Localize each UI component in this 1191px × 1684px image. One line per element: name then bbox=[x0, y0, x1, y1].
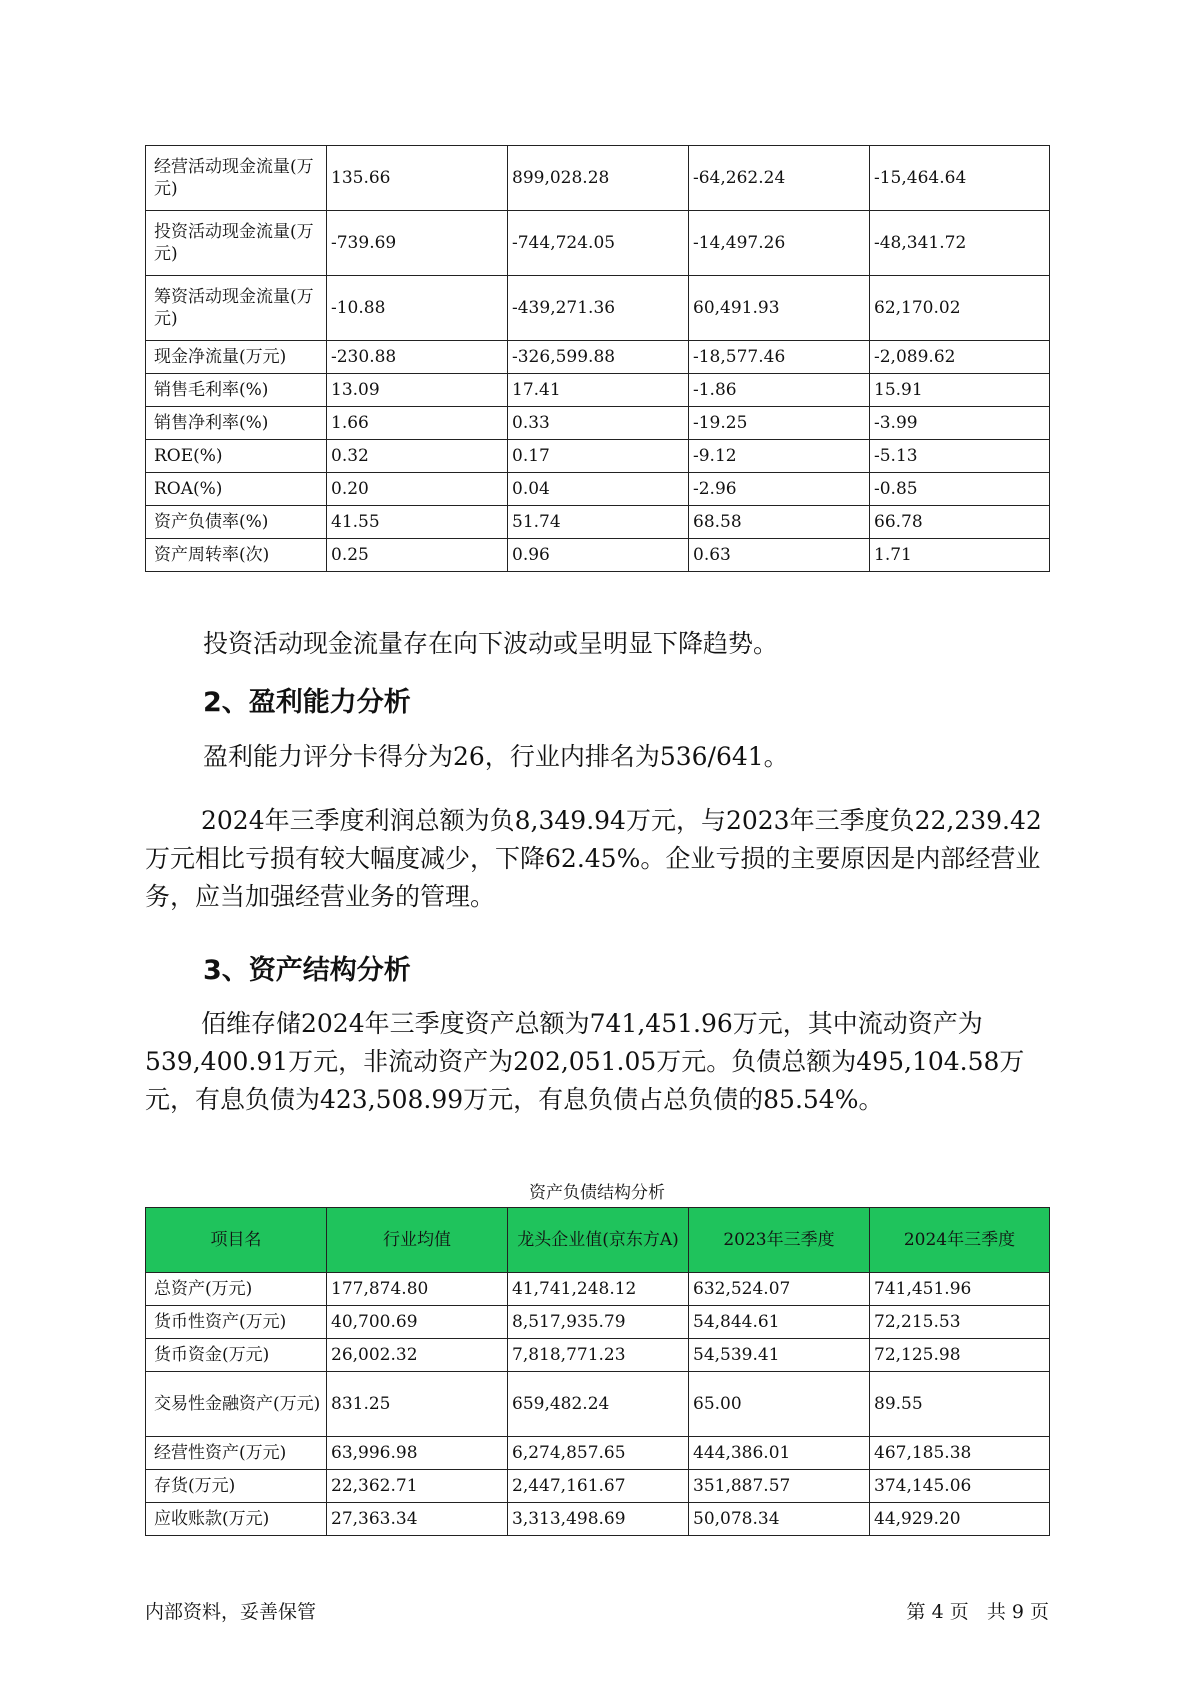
row-label: 总资产(万元) bbox=[146, 1273, 327, 1306]
cell-value: 135.66 bbox=[327, 146, 508, 211]
row-label: 经营性资产(万元) bbox=[146, 1437, 327, 1470]
cell-value: -2.96 bbox=[689, 473, 870, 506]
table-caption: 资产负债结构分析 bbox=[529, 1183, 665, 1203]
cell-value: -744,724.05 bbox=[508, 211, 689, 276]
cell-value: 0.33 bbox=[508, 407, 689, 440]
column-header: 龙头企业值(京东方A) bbox=[508, 1208, 689, 1273]
row-label: 销售净利率(%) bbox=[146, 407, 327, 440]
cell-value: 0.25 bbox=[327, 539, 508, 572]
cell-value: 54,844.61 bbox=[689, 1306, 870, 1339]
table-row bbox=[146, 473, 1050, 506]
table-row bbox=[146, 1306, 1050, 1339]
cell-value: 65.00 bbox=[689, 1372, 870, 1437]
cell-value: 444,386.01 bbox=[689, 1437, 870, 1470]
cell-value: 0.20 bbox=[327, 473, 508, 506]
cell-value: 13.09 bbox=[327, 374, 508, 407]
cell-value: 1.66 bbox=[327, 407, 508, 440]
cell-value: 44,929.20 bbox=[870, 1503, 1050, 1536]
section-heading-asset-structure: 3、资产结构分析 bbox=[203, 955, 411, 986]
table-row bbox=[146, 440, 1050, 473]
asset-liability-structure-table bbox=[145, 1207, 1050, 1536]
cell-value: 62,170.02 bbox=[870, 276, 1050, 341]
cell-value: -9.12 bbox=[689, 440, 870, 473]
cell-value: 0.96 bbox=[508, 539, 689, 572]
cell-value: -5.13 bbox=[870, 440, 1050, 473]
table-row bbox=[146, 1339, 1050, 1372]
cell-value: -18,577.46 bbox=[689, 341, 870, 374]
table-header-row bbox=[146, 1208, 1050, 1273]
investing-trend-paragraph: 投资活动现金流量存在向下波动或呈明显下降趋势。 bbox=[203, 629, 779, 658]
cell-value: 63,996.98 bbox=[327, 1437, 508, 1470]
cell-value: -326,599.88 bbox=[508, 341, 689, 374]
cell-value: 41,741,248.12 bbox=[508, 1273, 689, 1306]
cash-flow-ratio-table bbox=[145, 145, 1050, 572]
section-heading-profitability: 2、盈利能力分析 bbox=[203, 687, 411, 718]
cell-value: 177,874.80 bbox=[327, 1273, 508, 1306]
cell-value: 0.32 bbox=[327, 440, 508, 473]
table-row bbox=[146, 374, 1050, 407]
cell-value: 15.91 bbox=[870, 374, 1050, 407]
cell-value: 1.71 bbox=[870, 539, 1050, 572]
row-label: 资产负债率(%) bbox=[146, 506, 327, 539]
cell-value: 2,447,161.67 bbox=[508, 1470, 689, 1503]
cell-value: -64,262.24 bbox=[689, 146, 870, 211]
table-row bbox=[146, 506, 1050, 539]
cell-value: 51.74 bbox=[508, 506, 689, 539]
cell-value: -3.99 bbox=[870, 407, 1050, 440]
cell-value: 66.78 bbox=[870, 506, 1050, 539]
row-label: 销售毛利率(%) bbox=[146, 374, 327, 407]
cell-value: 659,482.24 bbox=[508, 1372, 689, 1437]
cell-value: 72,215.53 bbox=[870, 1306, 1050, 1339]
table-row bbox=[146, 407, 1050, 440]
cell-value: -0.85 bbox=[870, 473, 1050, 506]
footer-page-number: 第 4 页 共 9 页 bbox=[906, 1601, 1049, 1623]
row-label: 筹资活动现金流量(万元) bbox=[146, 276, 327, 341]
cell-value: 741,451.96 bbox=[870, 1273, 1050, 1306]
cell-value: 0.04 bbox=[508, 473, 689, 506]
cell-value: 68.58 bbox=[689, 506, 870, 539]
cell-value: -48,341.72 bbox=[870, 211, 1050, 276]
cell-value: -10.88 bbox=[327, 276, 508, 341]
table-row bbox=[146, 276, 1050, 341]
row-label: ROE(%) bbox=[146, 440, 327, 473]
column-header: 2024年三季度 bbox=[870, 1208, 1050, 1273]
row-label: 资产周转率(次) bbox=[146, 539, 327, 572]
cell-value: 7,818,771.23 bbox=[508, 1339, 689, 1372]
row-label: 货币资金(万元) bbox=[146, 1339, 327, 1372]
row-label: ROA(%) bbox=[146, 473, 327, 506]
column-header: 行业均值 bbox=[327, 1208, 508, 1273]
row-label: 存货(万元) bbox=[146, 1470, 327, 1503]
table-row bbox=[146, 1273, 1050, 1306]
table-row bbox=[146, 1372, 1050, 1437]
cell-value: -14,497.26 bbox=[689, 211, 870, 276]
cell-value: 40,700.69 bbox=[327, 1306, 508, 1339]
cell-value: 26,002.32 bbox=[327, 1339, 508, 1372]
asset-structure-paragraph: 佰维存储2024年三季度资产总额为741,451.96万元，其中流动资产为539,400.91万元，非流动资产为202,051.05万元。负债总额为495,104.58万元，有息负债为423,508.99万元，有息负债占总负债的85.54%。 bbox=[145, 1009, 1025, 1114]
cell-value: -439,271.36 bbox=[508, 276, 689, 341]
cell-value: 899,028.28 bbox=[508, 146, 689, 211]
cell-value: -19.25 bbox=[689, 407, 870, 440]
cell-value: 0.17 bbox=[508, 440, 689, 473]
cell-value: 60,491.93 bbox=[689, 276, 870, 341]
cell-value: 41.55 bbox=[327, 506, 508, 539]
row-label: 交易性金融资产(万元) bbox=[146, 1372, 327, 1437]
cell-value: 8,517,935.79 bbox=[508, 1306, 689, 1339]
cell-value: 89.55 bbox=[870, 1372, 1050, 1437]
table-row bbox=[146, 539, 1050, 572]
table-row bbox=[146, 1470, 1050, 1503]
cell-value: 17.41 bbox=[508, 374, 689, 407]
cell-value: 0.63 bbox=[689, 539, 870, 572]
cell-value: 54,539.41 bbox=[689, 1339, 870, 1372]
column-header: 2023年三季度 bbox=[689, 1208, 870, 1273]
cell-value: 50,078.34 bbox=[689, 1503, 870, 1536]
cell-value: -230.88 bbox=[327, 341, 508, 374]
table-row bbox=[146, 1503, 1050, 1536]
column-header: 项目名 bbox=[146, 1208, 327, 1273]
cell-value: 467,185.38 bbox=[870, 1437, 1050, 1470]
row-label: 投资活动现金流量(万元) bbox=[146, 211, 327, 276]
row-label: 货币性资产(万元) bbox=[146, 1306, 327, 1339]
cell-value: 632,524.07 bbox=[689, 1273, 870, 1306]
table-row bbox=[146, 1437, 1050, 1470]
cell-value: 374,145.06 bbox=[870, 1470, 1050, 1503]
cell-value: 72,125.98 bbox=[870, 1339, 1050, 1372]
cell-value: 831.25 bbox=[327, 1372, 508, 1437]
cell-value: -739.69 bbox=[327, 211, 508, 276]
table-row bbox=[146, 341, 1050, 374]
cell-value: -1.86 bbox=[689, 374, 870, 407]
profit-detail-paragraph: 2024年三季度利润总额为负8,349.94万元，与2023年三季度负22,239.42万元相比亏损有较大幅度减少，下降62.45%。企业亏损的主要原因是内部经营业务，应当加强经营业务的管理。 bbox=[145, 806, 1042, 911]
cell-value: 22,362.71 bbox=[327, 1470, 508, 1503]
cell-value: 3,313,498.69 bbox=[508, 1503, 689, 1536]
cell-value: -2,089.62 bbox=[870, 341, 1050, 374]
row-label: 经营活动现金流量(万元) bbox=[146, 146, 327, 211]
cell-value: 27,363.34 bbox=[327, 1503, 508, 1536]
row-label: 现金净流量(万元) bbox=[146, 341, 327, 374]
cell-value: -15,464.64 bbox=[870, 146, 1050, 211]
cell-value: 351,887.57 bbox=[689, 1470, 870, 1503]
cell-value: 6,274,857.65 bbox=[508, 1437, 689, 1470]
profit-score-paragraph: 盈利能力评分卡得分为26，行业内排名为536/641。 bbox=[203, 742, 789, 771]
row-label: 应收账款(万元) bbox=[146, 1503, 327, 1536]
footer-confidential-note: 内部资料，妥善保管 bbox=[145, 1601, 317, 1623]
table-row bbox=[146, 146, 1050, 211]
table-row bbox=[146, 211, 1050, 276]
